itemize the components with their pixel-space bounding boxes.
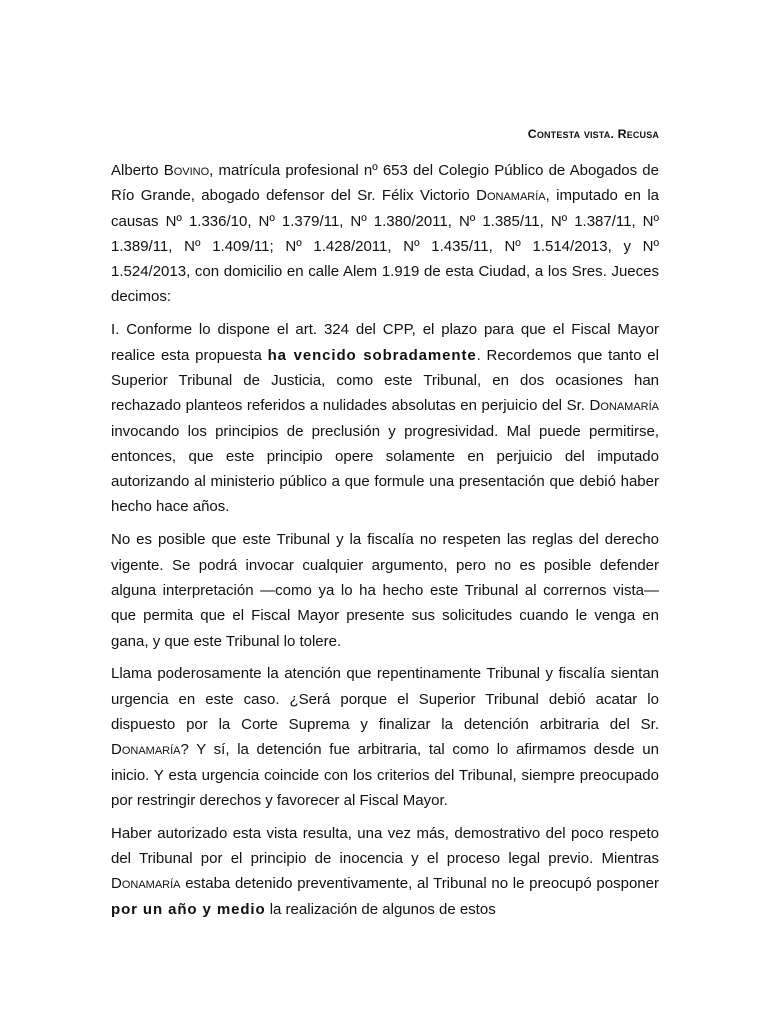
p3-text: No es posible que este Tribunal y la fiscalía no respeten las reglas del derecho vigente. Se podrá invocar cualquier argumento, pero no es posible defender alguna interpretación —como ya lo ha hecho este Tribunal al corrernos vista— que permita que el Fiscal Mayor presente sus solicitudes cuando le venga en gana, y que este Tribunal lo tolere. bbox=[111, 531, 659, 650]
p5-text-2: estaba detenido preventivamente, al Tribunal no le preocupó posponer bbox=[180, 875, 659, 893]
defendant-surname: Donamaría bbox=[589, 397, 659, 415]
paragraph-4 bbox=[111, 821, 659, 922]
defendant-surname: Donamaría bbox=[476, 187, 546, 205]
document-heading bbox=[111, 122, 659, 147]
defendant-surname: Donamaría bbox=[111, 741, 181, 759]
emphasis-deadline: ha vencido sobradamente bbox=[267, 346, 477, 364]
p5-text-3: la realización de algunos de estos bbox=[265, 900, 496, 918]
p5-text-1: Haber autorizado esta vista resulta, una vez más, demostrativo del poco respeto del Tribunal por el principio de inocencia y el proceso legal previo. Mientras bbox=[111, 824, 659, 868]
heading-part-2: . Recusa bbox=[610, 127, 659, 141]
defendant-surname: Donamaría bbox=[111, 875, 181, 893]
paragraph-2 bbox=[111, 527, 659, 653]
heading-part-1: Contesta vista bbox=[527, 127, 611, 141]
emphasis-duration: por un año y medio bbox=[111, 900, 266, 918]
p4-text-1: Llama poderosamente la atención que repentinamente Tribunal y fiscalía sientan urgencia en este caso. ¿Será porque el Superior Tribunal debió acatar lo dispuesto por la Corte Suprema y finalizar la detención arbitraria del Sr. bbox=[111, 665, 659, 734]
p2-text-2: . Recordemos que tanto el Superior Tribunal de Justicia, como este Tribunal, en dos ocasiones han rechazado planteos referidos a nulidades absolutas en perjuicio del Sr. bbox=[111, 346, 659, 415]
intro-text-3: , imputado en la causas Nº 1.336/10, Nº 1.379/11, Nº 1.380/2011, Nº 1.385/11, Nº 1.387/11, Nº 1.389/11, Nº 1.409/11; Nº 1.428/2011, Nº 1.435/11, Nº 1.514/2013, y Nº 1.524/2013, con domicilio en calle Alem 1.919 de esta Ciudad, a los Sres. Jueces decimos: bbox=[111, 187, 659, 306]
p2-text-3: invocando los principios de preclusión y progresividad. Mal puede permitirse, entonces, que este principio opere solamente en perjuicio del imputado autorizando al ministerio público a que formule una presentación que debió haber hecho hace años. bbox=[111, 422, 659, 516]
intro-text-1: Alberto bbox=[111, 162, 164, 179]
document-body bbox=[111, 122, 659, 930]
paragraph-1 bbox=[111, 317, 659, 519]
paragraph-intro bbox=[111, 158, 659, 310]
p4-text-2: ? Y sí, la detención fue arbitraria, tal como lo afirmamos desde un inicio. Y esta urgencia coincide con los criterios del Tribunal, siempre preocupado por restringir derechos y favorecer al Fiscal Mayor. bbox=[111, 741, 659, 809]
p2-text-1: I. Conforme lo dispone el art. 324 del CPP, el plazo para que el Fiscal Mayor realice esta propuesta bbox=[111, 321, 659, 364]
lawyer-surname: Bovino bbox=[163, 162, 210, 179]
intro-text-2: , matrícula profesional nº 653 del Colegio Público de Abogados de Río Grande, abogado defensor del Sr. Félix Victorio bbox=[111, 162, 659, 205]
paragraph-3 bbox=[111, 661, 659, 813]
